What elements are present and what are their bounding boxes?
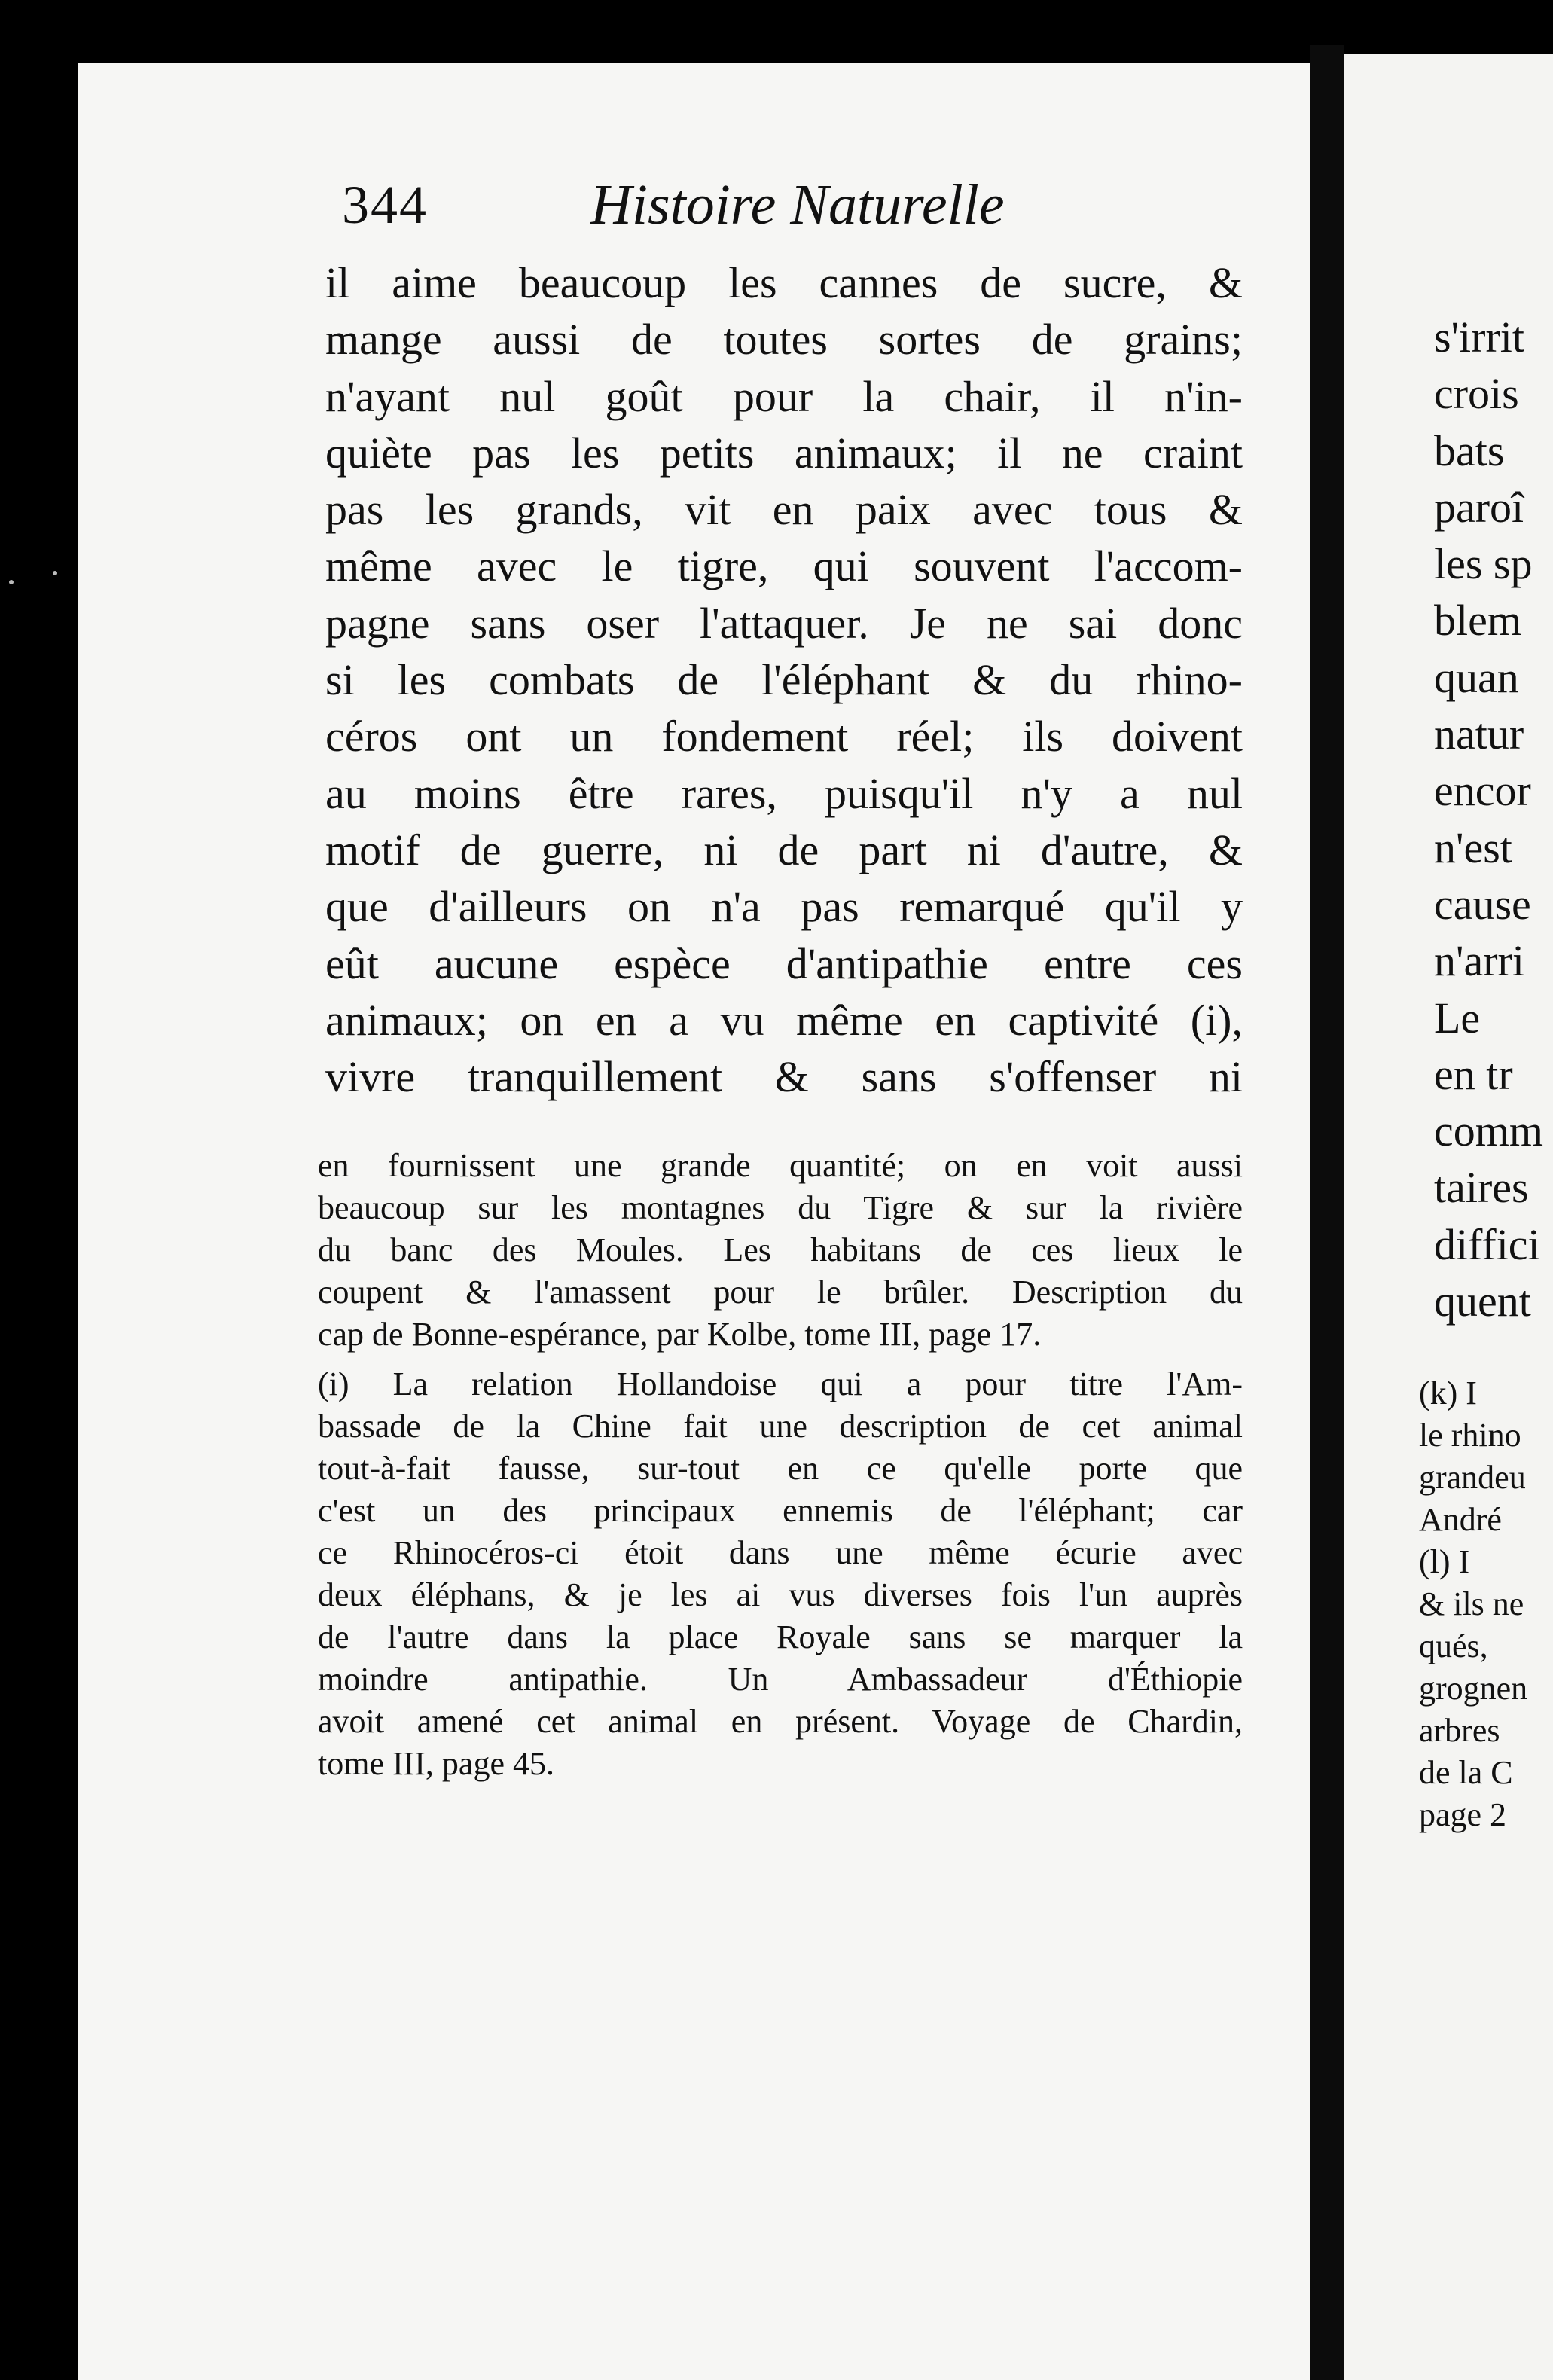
footnote-line: moindre antipathie. Un Ambassadeur d'Éthiopie	[318, 1661, 1243, 1698]
right-page-footnote-line: André	[1419, 1501, 1502, 1538]
footnote-line: du banc des Moules. Les habitans de ces lieux le	[318, 1231, 1243, 1268]
right-page-text-line: n'est	[1434, 822, 1512, 872]
text-line: il aime beaucoup les cannes de sucre, &	[325, 258, 1243, 307]
right-page-footnote-line: qués,	[1419, 1628, 1488, 1664]
footnote-line: cap de Bonne-espérance, par Kolbe, tome III, page 17.	[318, 1316, 1042, 1353]
footnote-line: c'est un des principaux ennemis de l'éléphant; car	[318, 1492, 1243, 1529]
text-line: animaux; on en a vu même en captivité (i),	[325, 995, 1243, 1045]
text-line: au moins être rares, puisqu'il n'y a nul	[325, 768, 1243, 818]
text-line: motif de guerre, ni de part ni d'autre, &	[325, 825, 1243, 874]
right-page-text-line: taires	[1434, 1163, 1529, 1213]
right-page-text-line: n'arri	[1434, 936, 1524, 986]
footnote-line: tome III, page 45.	[318, 1745, 554, 1782]
text-line: eût aucune espèce d'antipathie entre ces	[325, 938, 1243, 988]
right-page-footnote-line: page 2	[1419, 1796, 1507, 1833]
right-page-text-line: les sp	[1434, 539, 1533, 589]
text-line: même avec le tigre, qui souvent l'accom-	[325, 542, 1243, 591]
text-line: vivre tranquillement & sans s'offenser ni	[325, 1052, 1243, 1102]
right-page-text-line: crois	[1434, 369, 1519, 419]
footnote-line: tout-à-fait fausse, sur-tout en ce qu'elle porte que	[318, 1450, 1243, 1487]
right-page-footnote-line: (k) I	[1419, 1375, 1477, 1411]
right-page-footnote-line: grandeu	[1419, 1459, 1526, 1496]
right-page-text-line: comm	[1434, 1106, 1543, 1156]
right-page-footnotes	[1419, 1372, 1553, 1836]
right-page-body-text	[1434, 309, 1553, 1329]
right-page-text-line: diffici	[1434, 1219, 1540, 1269]
footnote-line: de l'autre dans la place Royale sans se marquer la	[318, 1619, 1243, 1655]
text-line: céros ont un fondement réel; ils doivent	[325, 712, 1243, 761]
right-page-text-line: quent	[1434, 1277, 1531, 1326]
footnote-line: bassade de la Chine fait une description de cet animal	[318, 1408, 1243, 1445]
text-line: que d'ailleurs on n'a pas remarqué qu'il y	[325, 882, 1243, 932]
footnote-line: (i) La relation Hollandoise qui a pour titre l'Am-	[318, 1365, 1243, 1402]
footnote-line: coupent & l'amassent pour le brûler. Description du	[318, 1274, 1243, 1311]
right-page-footnote-line: & ils ne	[1419, 1585, 1524, 1622]
right-page-text-line: encor	[1434, 766, 1531, 816]
right-page-text-line: en tr	[1434, 1049, 1513, 1099]
right-page	[1344, 54, 1553, 2380]
speck	[9, 580, 14, 584]
footnote-line: deux éléphans, & je les ai vus diverses fois l'un auprès	[318, 1576, 1243, 1613]
text-line: n'ayant nul goût pour la chair, il n'in-	[325, 371, 1243, 421]
page-number: 344	[342, 175, 428, 235]
text-line: quiète pas les petits animaux; il ne craint	[325, 428, 1243, 478]
text-line: mange aussi de toutes sortes de grains;	[325, 315, 1243, 365]
text-line: pagne sans oser l'attaquer. Je ne sai donc	[325, 598, 1243, 648]
right-page-text-line: Le	[1434, 993, 1481, 1042]
footnote-line: beaucoup sur les montagnes du Tigre & sur la rivière	[318, 1189, 1243, 1226]
footnote-h-continuation	[318, 1145, 1243, 1356]
right-page-text-line: bats	[1434, 426, 1505, 475]
right-page-text-line: blem	[1434, 596, 1521, 645]
book-gutter	[1310, 45, 1344, 2380]
right-page-text-line: s'irrit	[1434, 313, 1524, 362]
right-page-text-line: quan	[1434, 652, 1519, 702]
footnotes	[318, 1145, 1243, 1785]
footnote-i	[318, 1363, 1243, 1785]
right-page-footnote-line: (l) I	[1419, 1543, 1470, 1580]
right-page-text-line: cause	[1434, 879, 1531, 929]
main-text	[325, 255, 1243, 1105]
footnote-line: ce Rhinocéros-ci étoit dans une même écurie avec	[318, 1534, 1243, 1571]
page-header	[342, 167, 1246, 250]
right-page-text-line: natur	[1434, 709, 1524, 759]
right-page-footnote-line: le rhino	[1419, 1417, 1521, 1454]
running-title: Histoire Naturelle	[590, 173, 1005, 236]
right-page-footnote-line: de la C	[1419, 1754, 1513, 1791]
text-line: pas les grands, vit en paix avec tous &	[325, 485, 1243, 535]
text-line: si les combats de l'éléphant & du rhino-	[325, 655, 1243, 705]
footnote-line: en fournissent une grande quantité; on en voit aussi	[318, 1147, 1243, 1184]
right-page-footnote-line: grognen	[1419, 1670, 1528, 1707]
footnote-line: avoit amené cet animal en présent. Voyage de Chardin,	[318, 1703, 1243, 1740]
speck	[53, 571, 57, 575]
right-page-text-line: paroî	[1434, 482, 1524, 532]
right-page-footnote-line: arbres	[1419, 1712, 1500, 1749]
